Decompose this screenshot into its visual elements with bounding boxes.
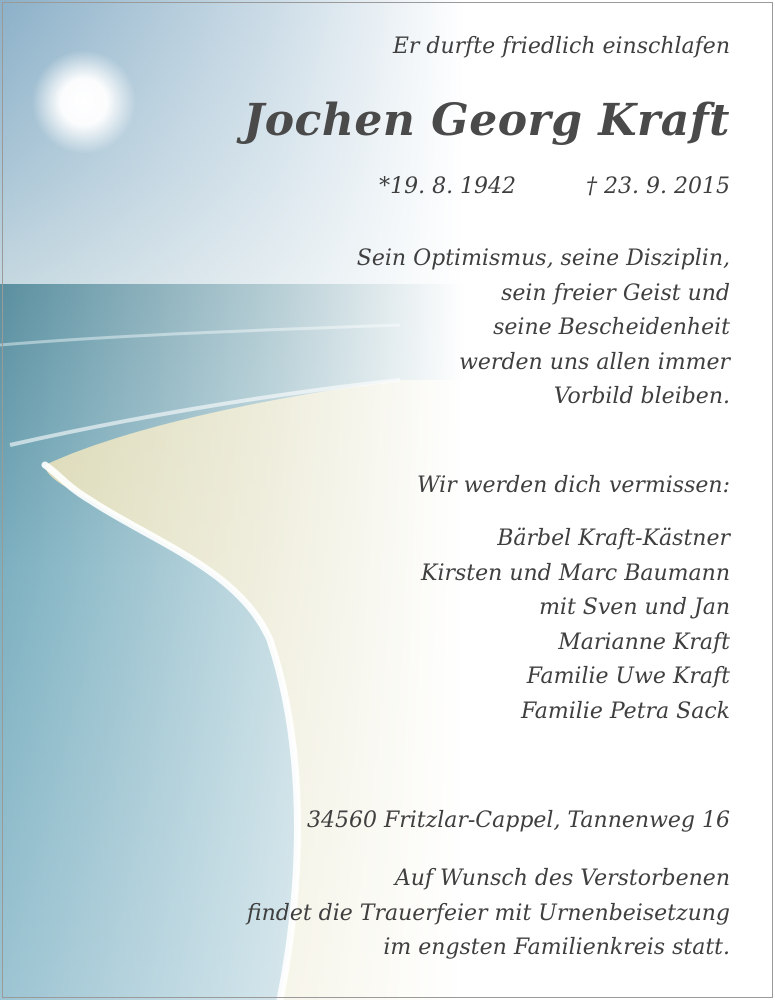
funeral-line: Auf Wunsch des Verstorbenen	[394, 866, 730, 891]
intro-line: Er durfte friedlich einschlafen	[392, 34, 730, 59]
tribute-line: werden uns allen immer	[459, 349, 730, 375]
tribute-line: seine Bescheidenheit	[493, 315, 730, 340]
deceased-name: Jochen Georg Kraft	[243, 95, 730, 146]
mourner-name: Kirsten und Marc Baumann	[421, 560, 730, 586]
tribute-text	[357, 242, 730, 415]
mourner-name: Bärbel Kraft-Kästner	[497, 526, 730, 551]
miss-line: Wir werden dich vermissen:	[416, 473, 730, 498]
birth-date: *19. 8. 1942	[379, 174, 517, 199]
tribute-line: sein freier Geist und	[501, 280, 730, 306]
mourner-name: Familie Petra Sack	[520, 698, 730, 724]
tribute-line: Sein Optimismus, seine Disziplin,	[356, 246, 730, 271]
family-address: 34560 Fritzlar-Cappel, Tannenweg 16	[306, 808, 730, 833]
funeral-line: findet die Trauerfeier mit Urnenbeisetzung	[246, 900, 730, 926]
mourner-name: Marianne Kraft	[558, 629, 730, 655]
mourner-name: mit Sven und Jan	[539, 595, 730, 620]
funeral-line: im engsten Familienkreis statt.	[383, 935, 730, 960]
mourner-name: Familie Uwe Kraft	[526, 664, 730, 689]
life-dates	[310, 174, 730, 199]
tribute-line: Vorbild bleiben.	[553, 384, 730, 409]
funeral-note	[247, 862, 730, 966]
death-date: † 23. 9. 2015	[586, 174, 730, 199]
mourners-list	[421, 522, 730, 729]
